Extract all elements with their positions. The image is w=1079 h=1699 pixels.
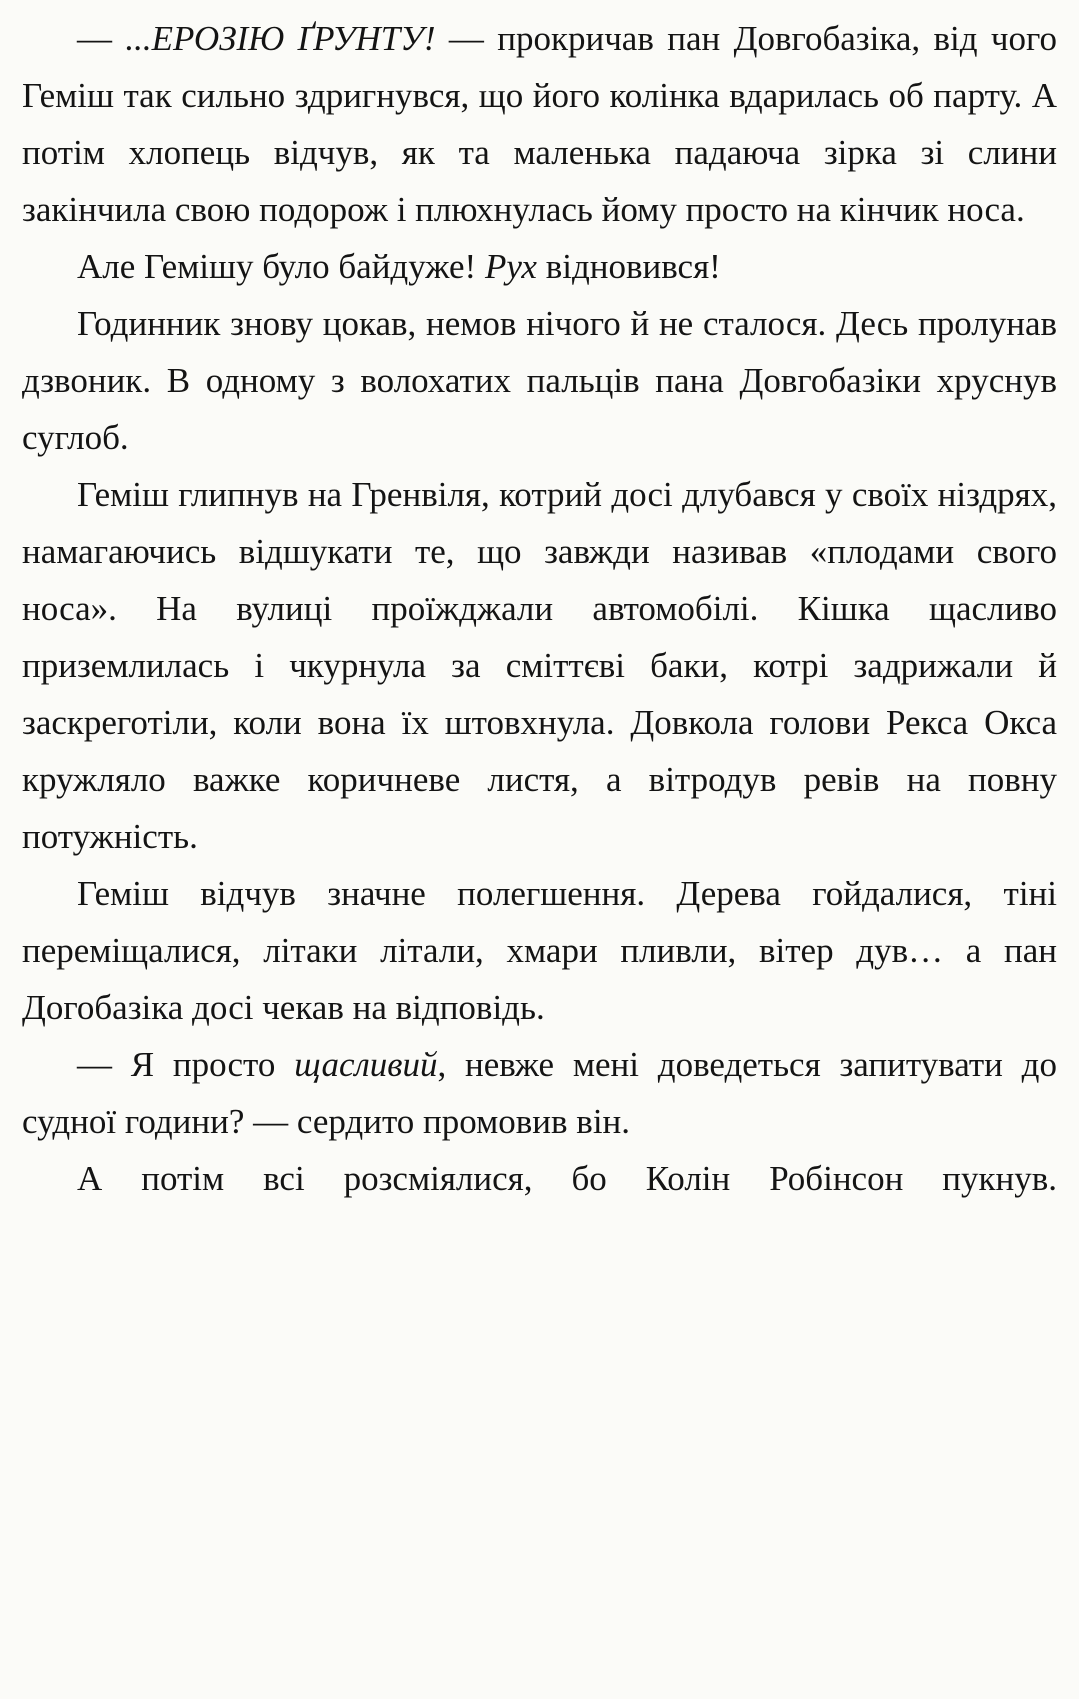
text-segment-italic: ...ЕРОЗІЮ ҐРУНТУ!: [125, 19, 436, 58]
paragraph-5: [22, 865, 1057, 1036]
text-segment: — Я просто: [77, 1045, 295, 1084]
text-segment-italic: Рух: [484, 247, 537, 286]
text-segment: , невже мені доведеться запитувати до судної години? — сердито промовив він.: [22, 1045, 1057, 1141]
paragraph-4: [22, 466, 1057, 865]
text-segment: А потім всі розсміялися, бо Колін Робінсон пукнув.: [77, 1159, 1057, 1198]
text-segment: відновився!: [536, 247, 721, 286]
paragraph-1: [22, 10, 1057, 238]
text-segment: — прокричав пан Довгобазіка, від чого Геміш так сильно здригнувся, що його колінка вдарилась об парту. А потім хлопець відчув, як та маленька падаюча зірка зі слини закінчила свою подорож і плюхнулась йому просто на кінчик носа.: [22, 19, 1058, 229]
paragraph-7: [22, 1150, 1057, 1207]
text-segment: Геміш глипнув на Гренвіля, котрий досі длубався у своїх ніздрях, намагаючись відшукати те, що завжди називав «плодами свого носа». На вулиці проїжджали автомобілі. Кішка щасливо приземлилась і чкурнула за сміттєві баки, котрі задрижали й заскреготіли, коли вона їх штовхнула. Довкола голови Рекса Окса кружляло важке коричневе листя, а вітродув ревів на повну потужність.: [22, 475, 1057, 856]
text-segment: Годинник знову цокав, немов нічого й не сталося. Десь пролунав дзвоник. В одному з волохатих пальців пана Довгобазіки хруснув суглоб.: [22, 304, 1057, 457]
text-segment-italic: щасливий: [294, 1045, 438, 1084]
paragraph-6: [22, 1036, 1057, 1150]
paragraph-2: [22, 238, 1057, 295]
paragraph-3: [22, 295, 1057, 466]
text-segment: Але Гемішу було байдуже!: [77, 247, 485, 286]
text-segment: Геміш відчув значне полегшення. Дерева гойдалися, тіні переміщалися, літаки літали, хмари пливли, вітер дув… а пан Догобазіка досі чекав на відповідь.: [22, 874, 1057, 1027]
text-segment: —: [77, 19, 126, 58]
